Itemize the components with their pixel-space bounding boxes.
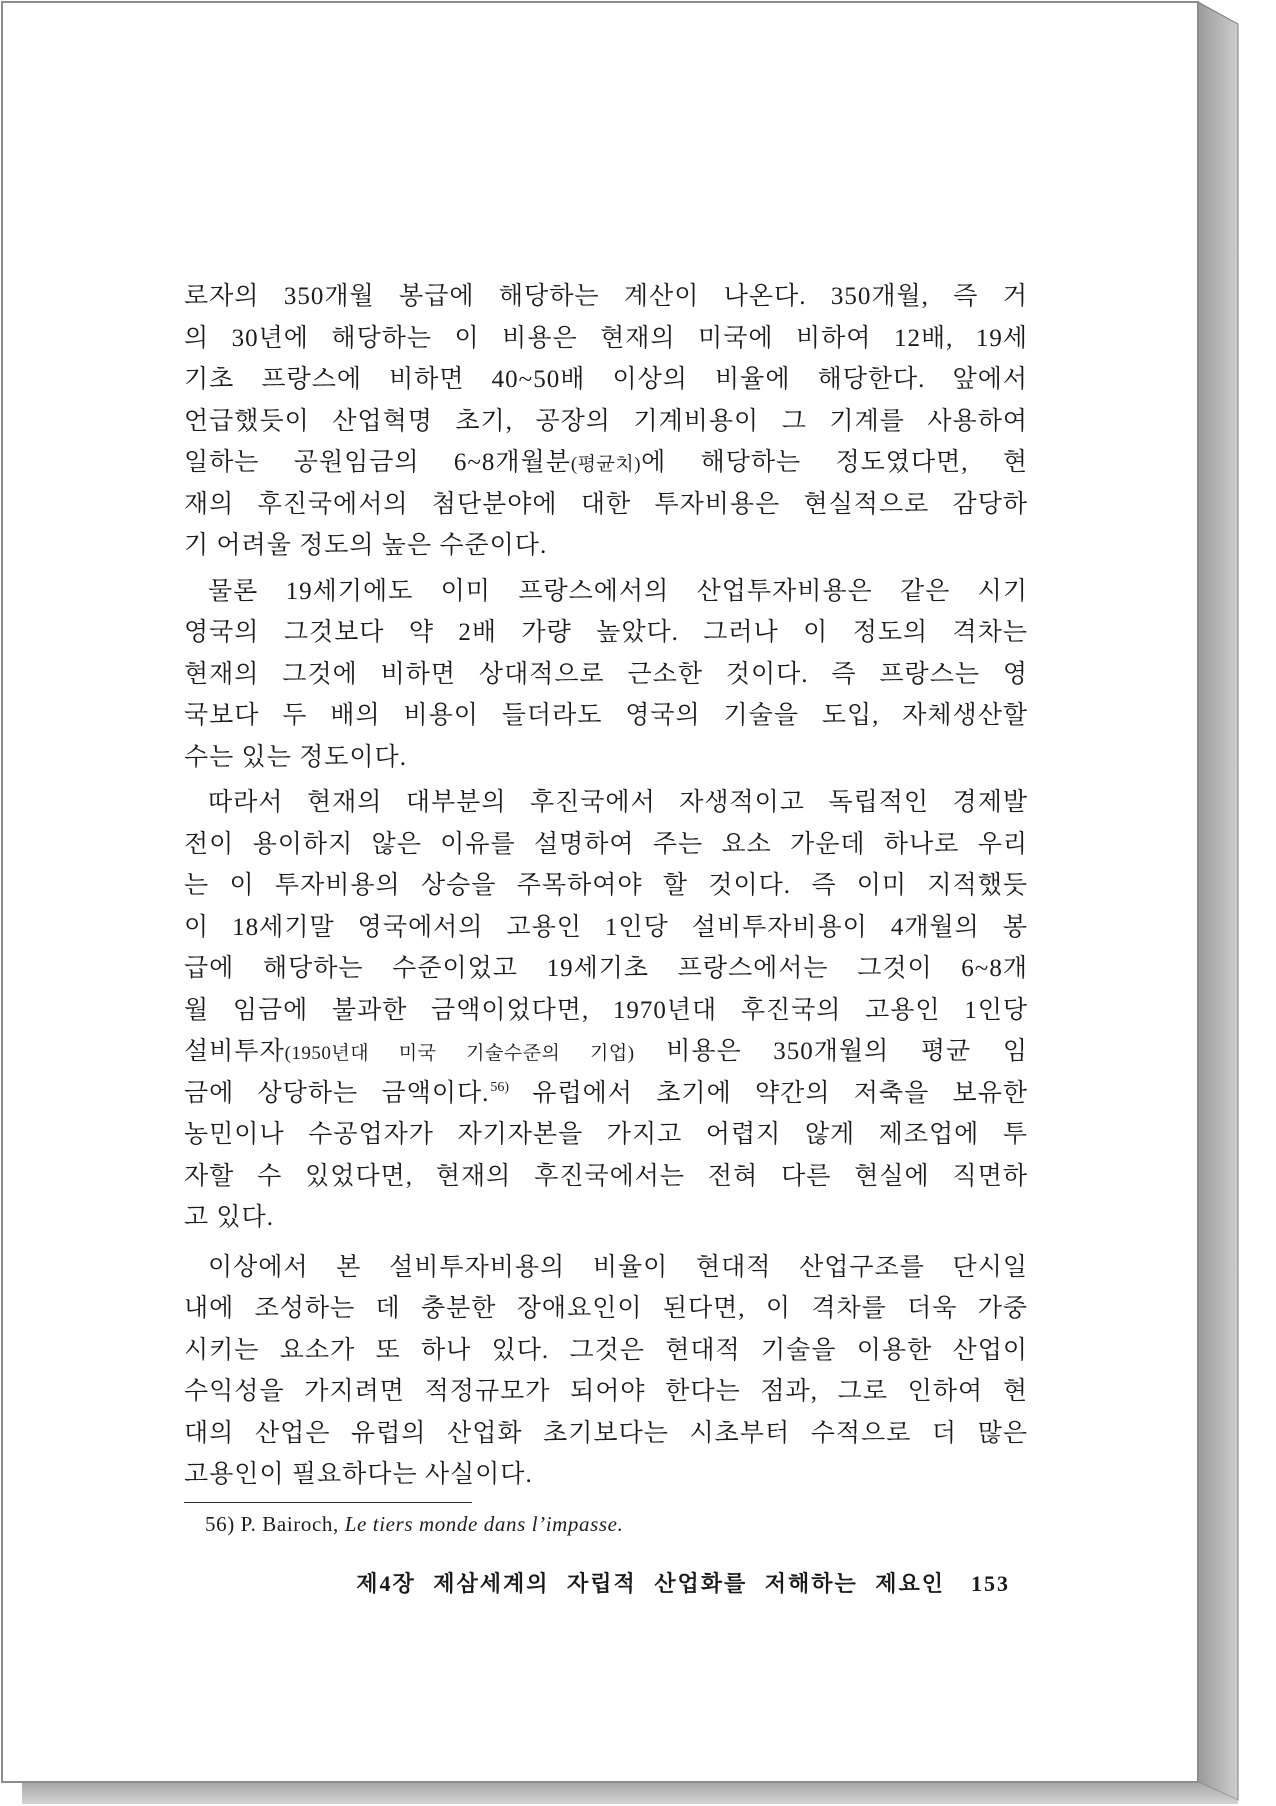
text-line: 월 임금에 불과한 금액이었다면, 1970년대 후진국의 고용인 1인당	[184, 996, 1028, 1024]
text-segment: 유럽에서 초기에 약간의 저축을 보유한	[509, 1079, 1028, 1107]
text-line: 농민이나 수공업자가 자기자본을 가지고 어렵지 않게 제조업에 투	[184, 1121, 1028, 1148]
text-line: 국보다 두 배의 비용이 들더라도 영국의 기술을 도입, 자체생산할	[184, 702, 1028, 729]
text-line: 이 18세기말 영국에서의 고용인 1인당 설비투자비용이 4개월의 봉	[184, 913, 1028, 941]
text-line: 급에 해당하는 수준이었고 19세기초 프랑스에서는 그것이 6~8개	[184, 955, 1028, 982]
paragraph	[184, 276, 1028, 567]
body-text	[184, 276, 1028, 1496]
parenthetical-note: (평균치)	[570, 454, 642, 475]
text-line: 영국의 그것보다 약 2배 가량 높았다. 그러나 이 정도의 격차는	[184, 619, 1028, 646]
footnote-author: P. Bairoch,	[240, 1512, 339, 1536]
text-line: 의 30년에 해당하는 이 비용은 현재의 미국에 비하여 12배, 19세	[184, 324, 1028, 352]
text-line: 는 이 투자비용의 상승을 주목하여야 할 것이다. 즉 이미 지적했듯	[184, 872, 1028, 899]
running-title: 제4장 제삼세계의 자립적 산업화를 저해하는 제요인	[356, 1571, 945, 1596]
text-line: 기 어려울 정도의 높은 수준이다.	[184, 532, 548, 559]
text-segment: 설비투자	[184, 1038, 285, 1065]
text-line	[184, 442, 1028, 484]
paragraph	[184, 1247, 1028, 1496]
text-segment: 비용은 350개월의 평균 임	[634, 1038, 1028, 1065]
footnote	[205, 1511, 623, 1537]
page-edge-bottom	[22, 1782, 1238, 1804]
text-segment: 일하는 공원임금의 6~8개월분	[184, 449, 571, 476]
text-line: 이상에서 본 설비투자비용의 비율이 현대적 산업구조를 단시일	[208, 1253, 1028, 1281]
text-line: 로자의 350개월 봉급에 해당하는 계산이 나온다. 350개월, 즉 거	[184, 283, 1028, 310]
page-edge-right	[1198, 2, 1238, 1800]
text-line: 수익성을 가지려면 적정규모가 되어야 한다는 점과, 그로 인하여 현	[184, 1378, 1028, 1405]
page-number: 153	[971, 1571, 1010, 1596]
text-line: 기초 프랑스에 비하면 40~50배 이상의 비율에 해당한다. 앞에서	[184, 366, 1028, 393]
text-line: 대의 산업은 유럽의 산업화 초기보다는 시초부터 수적으로 더 많은	[184, 1419, 1028, 1447]
text-line: 전이 용이하지 않은 이유를 설명하여 주는 요소 가운데 하나로 우리	[184, 830, 1028, 858]
text-line: 고용인이 필요하다는 사실이다.	[184, 1461, 533, 1488]
text-line	[184, 1031, 1028, 1073]
text-line: 내에 조성하는 데 충분한 장애요인이 된다면, 이 격차를 더욱 가중	[184, 1295, 1028, 1322]
footnote-title: Le tiers monde dans l’impasse.	[344, 1512, 624, 1536]
text-segment: 에 해당하는 정도였다면, 현	[641, 449, 1028, 476]
text-line: 현재의 그것에 비하면 상대적으로 근소한 것이다. 즉 프랑스는 영	[184, 660, 1028, 688]
footnote-number: 56)	[205, 1512, 235, 1536]
footnote-rule	[184, 1502, 472, 1503]
text-line: 따라서 현재의 대부분의 후진국에서 자생적이고 독립적인 경제발	[208, 789, 1028, 816]
page-footer	[300, 1569, 1010, 1599]
text-line	[184, 1073, 1028, 1115]
text-line: 자할 수 있었다면, 현재의 후진국에서는 전혀 다른 현실에 직면하	[184, 1162, 1028, 1190]
text-line: 재의 후진국에서의 첨단분야에 대한 투자비용은 현실적으로 감당하	[184, 490, 1028, 518]
paragraph	[184, 782, 1028, 1239]
text-line: 수는 있는 정도이다.	[184, 743, 407, 771]
footnote-reference: 56)	[490, 1079, 510, 1095]
text-segment: 금에 상당하는 금액이다.	[184, 1079, 490, 1107]
text-line: 고 있다.	[184, 1204, 274, 1231]
parenthetical-note: (1950년대 미국 기술수준의 기업)	[284, 1043, 635, 1064]
text-line: 언급했듯이 산업혁명 초기, 공장의 기계비용이 그 기계를 사용하여	[184, 407, 1028, 435]
paragraph	[184, 571, 1028, 779]
text-line: 시키는 요소가 또 하나 있다. 그것은 현대적 기술을 이용한 산업이	[184, 1336, 1028, 1364]
text-line: 물론 19세기에도 이미 프랑스에서의 산업투자비용은 같은 시기	[208, 577, 1028, 605]
